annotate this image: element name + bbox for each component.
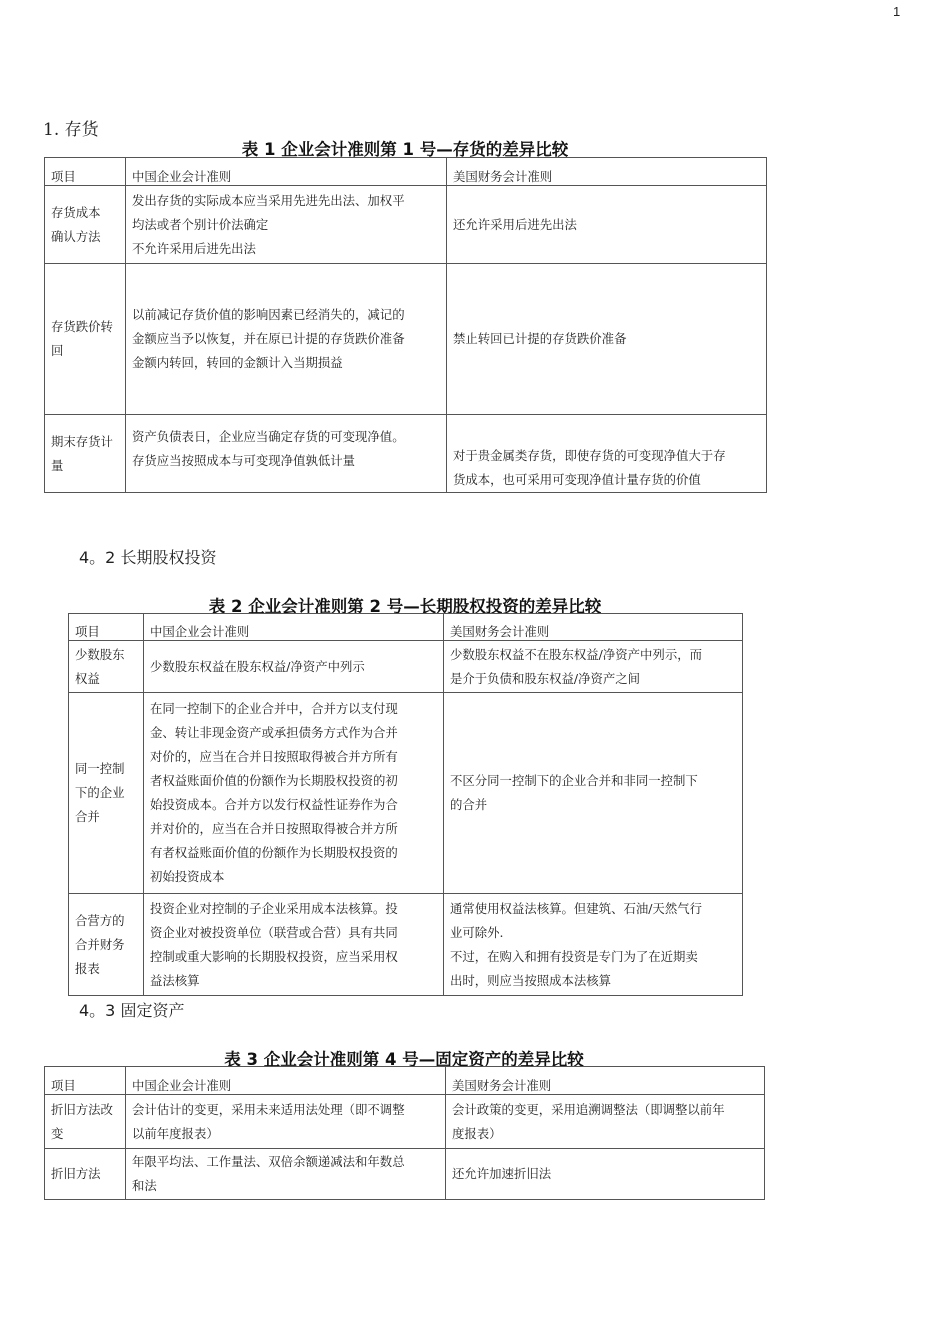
cn-standard-cell-line: 投资企业对控制的子企业采用成本法核算。投 xyxy=(150,900,398,916)
table-row xyxy=(45,1149,765,1200)
row-item-cell-line: 存货跌价转 xyxy=(51,319,113,334)
us-standard-cell xyxy=(444,641,743,693)
table-row xyxy=(69,894,743,996)
row-item-cell xyxy=(45,415,126,493)
row-item-cell-line: 确认方法 xyxy=(51,228,101,244)
us-standard-cell xyxy=(446,1149,765,1200)
row-item-cell-line: 少数股东 xyxy=(75,646,125,662)
row-item-cell xyxy=(69,693,144,894)
cn-standard-cell xyxy=(126,1149,446,1200)
table-header-row xyxy=(45,1067,765,1095)
cn-standard-cell-line: 金、转让非现金资产或承担债务方式作为合并 xyxy=(150,725,398,740)
us-standard-cell xyxy=(447,415,767,493)
row-item-cell-line: 变 xyxy=(51,1125,64,1141)
row-item-cell-line: 合并 xyxy=(75,809,100,824)
cn-standard-cell-line: 以前年度报表） xyxy=(132,1125,219,1141)
row-item-cell-line: 合并财务 xyxy=(75,936,125,952)
cn-standard-cell xyxy=(144,693,444,894)
item-header: 项目 xyxy=(45,158,126,186)
cn-standard-cell-line: 存货应当按照成本与可变现净值孰低计量 xyxy=(132,453,356,468)
row-item-cell xyxy=(69,894,144,996)
us-standard-cell-line: 业可除外. xyxy=(450,924,504,940)
cn-standard-cell-line: 初始投资成本 xyxy=(150,869,225,884)
us-standard-cell xyxy=(446,1095,765,1149)
cn-standard-cell xyxy=(126,186,447,264)
row-item-cell-line: 折旧方法改 xyxy=(51,1101,113,1117)
table-caption-1: 表 1 企业会计准则第 1 号—存货的差异比较 xyxy=(241,140,569,159)
table-row xyxy=(45,415,767,493)
table-row xyxy=(69,693,743,894)
us-standard-cell-line: 少数股东权益不在股东权益/净资产中列示，而 xyxy=(450,646,702,662)
cn-standard-cell-line: 会计估计的变更，采用未来适用法处理（即不调整 xyxy=(132,1101,405,1117)
us-standard-cell xyxy=(444,894,743,996)
cn-standard-cell xyxy=(126,415,447,493)
row-item-cell-line: 回 xyxy=(51,343,64,358)
table-row xyxy=(45,264,767,415)
page-number: 1 xyxy=(893,4,901,19)
us-standard-cell-line: 会计政策的变更，采用追溯调整法（即调整以前年 xyxy=(452,1101,725,1117)
us-standard-cell-line: 还允许采用后进先出法 xyxy=(453,216,577,232)
us-standard-cell-line: 货成本，也可采用可变现净值计量存货的价值 xyxy=(453,472,701,487)
cn-standard-cell-line: 始投资成本。合并方以发行权益性证券作为合 xyxy=(150,797,398,812)
item-header: 项目 xyxy=(69,614,144,641)
table-row xyxy=(45,186,767,264)
cn-standard-cell-line: 发出存货的实际成本应当采用先进先出法、加权平 xyxy=(132,192,405,208)
inventory-comparison-table xyxy=(44,157,767,493)
cn-standard-cell-line: 金额应当予以恢复，并在原已计提的存货跌价准备 xyxy=(132,331,405,346)
table-row xyxy=(45,1095,765,1149)
row-item-cell-line: 同一控制 xyxy=(75,761,125,776)
cn-standard-header: 中国企业会计准则 xyxy=(126,1067,446,1095)
cn-standard-cell xyxy=(126,264,447,415)
us-standard-cell-line: 不区分同一控制下的企业合并和非同一控制下 xyxy=(450,773,698,788)
us-standard-cell-line: 的合并 xyxy=(450,797,488,812)
row-item-cell-line: 存货成本 xyxy=(51,204,101,220)
table-header-row xyxy=(45,158,767,186)
equity-investment-comparison-table xyxy=(68,613,743,996)
us-standard-cell-line: 禁止转回已计提的存货跌价准备 xyxy=(453,331,627,346)
cn-standard-cell xyxy=(126,1095,446,1149)
us-standard-header: 美国财务会计准则 xyxy=(444,614,743,641)
us-standard-header: 美国财务会计准则 xyxy=(446,1067,765,1095)
cn-standard-cell-line: 资企业对被投资单位（联营或合营）具有共同 xyxy=(150,924,398,940)
cn-standard-cell-line: 益法核算 xyxy=(150,972,200,988)
cn-standard-cell-line: 控制或重大影响的长期股权投资，应当采用权 xyxy=(150,948,398,964)
item-header: 项目 xyxy=(45,1067,126,1095)
fixed-assets-comparison-table xyxy=(44,1066,765,1200)
row-item-cell-line: 量 xyxy=(51,457,64,473)
us-standard-cell-line: 对于贵金属类存货，即使存货的可变现净值大于存 xyxy=(453,448,726,463)
cn-standard-cell-line: 均法或者个别计价法确定 xyxy=(132,216,269,232)
us-standard-cell-line: 通常使用权益法核算。但建筑、石油/天然气行 xyxy=(450,900,702,916)
table-row xyxy=(69,641,743,693)
cn-standard-cell-line: 有者权益账面价值的份额作为长期股权投资的 xyxy=(150,845,398,860)
cn-standard-header: 中国企业会计准则 xyxy=(144,614,444,641)
cn-standard-cell-line: 不允许采用后进先出法 xyxy=(132,240,256,256)
us-standard-cell-line: 不过，在购入和拥有投资是专门为了在近期卖 xyxy=(450,948,698,964)
us-standard-cell-line: 还允许加速折旧法 xyxy=(452,1166,552,1181)
cn-standard-cell-line: 对价的，应当在合并日按照取得被合并方所有 xyxy=(150,749,398,764)
row-item-cell xyxy=(45,264,126,415)
row-item-cell-line: 合营方的 xyxy=(75,912,125,928)
section-heading-equity: 4。2 长期股权投资 xyxy=(79,548,217,567)
section-heading-fixed-assets: 4。3 固定资产 xyxy=(79,1001,185,1020)
us-standard-cell xyxy=(447,264,767,415)
cn-standard-cell-line: 资产负债表日，企业应当确定存货的可变现净值。 xyxy=(132,429,405,444)
cn-standard-cell-line: 在同一控制下的企业合并中，合并方以支付现 xyxy=(150,701,398,716)
cn-standard-cell xyxy=(144,641,444,693)
cn-standard-cell-line: 金额内转回，转回的金额计入当期损益 xyxy=(132,355,343,370)
table-header-row xyxy=(69,614,743,641)
row-item-cell xyxy=(45,186,126,264)
cn-standard-cell-line: 以前减记存货价值的影响因素已经消失的，减记的 xyxy=(132,307,405,322)
row-item-cell xyxy=(69,641,144,693)
us-standard-cell xyxy=(444,693,743,894)
us-standard-cell-line: 是介于负债和股东权益/净资产之间 xyxy=(450,670,641,686)
cn-standard-header: 中国企业会计准则 xyxy=(126,158,447,186)
row-item-cell-line: 权益 xyxy=(75,670,100,686)
cn-standard-cell-line: 者权益账面价值的份额作为长期股权投资的初 xyxy=(150,773,398,788)
cn-standard-cell xyxy=(144,894,444,996)
us-standard-cell xyxy=(447,186,767,264)
table-caption-3: 表 3 企业会计准则第 4 号—固定资产的差异比较 xyxy=(224,1050,584,1069)
section-heading-inventory: 1. 存货 xyxy=(43,120,99,140)
cn-standard-cell-line: 和法 xyxy=(132,1178,157,1193)
table-caption-2: 表 2 企业会计准则第 2 号—长期股权投资的差异比较 xyxy=(208,597,602,616)
cn-standard-cell-line: 年限平均法、工作量法、双倍余额递减法和年数总 xyxy=(132,1154,405,1169)
row-item-cell-line: 折旧方法 xyxy=(51,1166,101,1181)
row-item-cell-line: 期末存货计 xyxy=(51,433,113,449)
row-item-cell-line: 下的企业 xyxy=(75,785,125,800)
row-item-cell xyxy=(45,1149,126,1200)
us-standard-cell-line: 出时，则应当按照成本法核算 xyxy=(450,972,612,988)
us-standard-header: 美国财务会计准则 xyxy=(447,158,767,186)
row-item-cell xyxy=(45,1095,126,1149)
cn-standard-cell-line: 少数股东权益在股东权益/净资产中列示 xyxy=(150,658,365,674)
cn-standard-cell-line: 并对价的，应当在合并日按照取得被合并方所 xyxy=(150,821,398,836)
us-standard-cell-line: 度报表） xyxy=(452,1125,502,1141)
row-item-cell-line: 报表 xyxy=(75,960,100,976)
